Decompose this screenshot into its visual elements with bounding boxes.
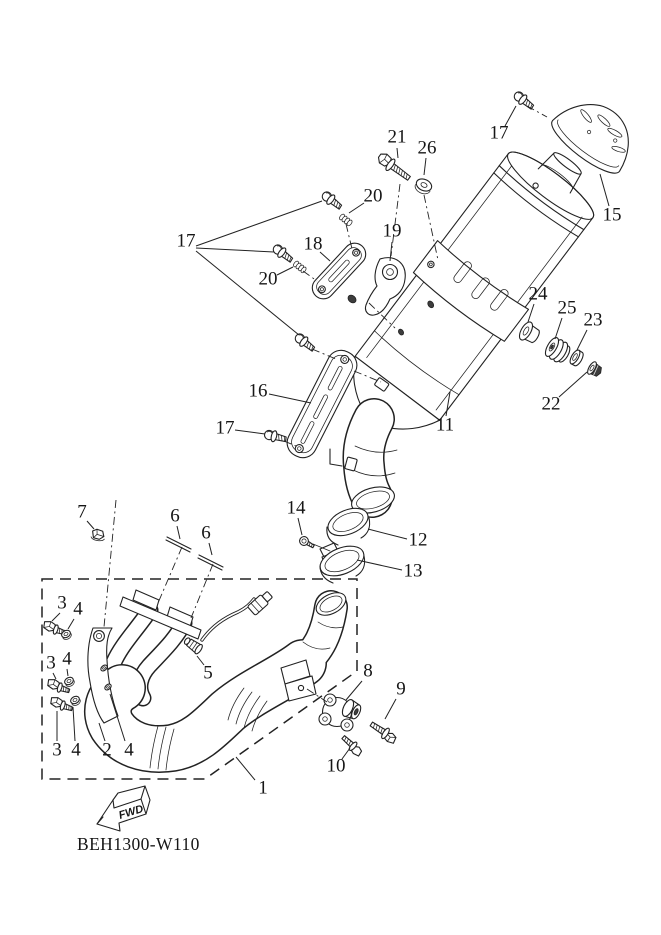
- part-label-23[interactable]: 23: [583, 309, 603, 331]
- part-label-17[interactable]: 17: [176, 230, 196, 252]
- drawing-code: BEH1300-W110: [77, 834, 200, 854]
- part-label-16[interactable]: 16: [248, 380, 268, 402]
- fwd-arrow-text: FWD: [117, 803, 145, 822]
- part-label-20[interactable]: 20: [258, 268, 278, 290]
- part-label-4[interactable]: 4: [71, 739, 81, 761]
- part-label-13[interactable]: 13: [403, 560, 423, 582]
- part-label-19[interactable]: 19: [382, 220, 402, 242]
- part-label-2[interactable]: 2: [102, 739, 112, 761]
- part-label-25[interactable]: 25: [557, 297, 577, 319]
- part-label-3[interactable]: 3: [52, 739, 62, 761]
- part-label-24[interactable]: 24: [528, 283, 548, 305]
- part-label-15[interactable]: 15: [602, 204, 622, 226]
- part-label-11[interactable]: 11: [435, 414, 455, 436]
- part-label-9[interactable]: 9: [396, 678, 406, 700]
- part-label-3[interactable]: 3: [46, 652, 56, 674]
- part-label-17[interactable]: 17: [215, 417, 235, 439]
- part-label-10[interactable]: 10: [326, 755, 346, 777]
- part-label-1[interactable]: 1: [258, 777, 268, 799]
- part-label-18[interactable]: 18: [303, 233, 323, 255]
- part-label-17[interactable]: 17: [489, 122, 509, 144]
- part-label-14[interactable]: 14: [286, 497, 306, 519]
- part-label-21[interactable]: 21: [387, 126, 407, 148]
- part-label-22[interactable]: 22: [541, 393, 561, 415]
- part-label-8[interactable]: 8: [363, 660, 373, 682]
- part-label-4[interactable]: 4: [62, 648, 72, 670]
- part-label-3[interactable]: 3: [57, 592, 67, 614]
- part-label-12[interactable]: 12: [408, 529, 428, 551]
- part-label-5[interactable]: 5: [203, 662, 213, 684]
- part-label-4[interactable]: 4: [73, 598, 83, 620]
- part-label-26[interactable]: 26: [417, 137, 437, 159]
- part-label-6[interactable]: 6: [170, 505, 180, 527]
- part-label-20[interactable]: 20: [363, 185, 383, 207]
- part-label-6[interactable]: 6: [201, 522, 211, 544]
- part-label-4[interactable]: 4: [124, 739, 134, 761]
- part-label-7[interactable]: 7: [77, 501, 87, 523]
